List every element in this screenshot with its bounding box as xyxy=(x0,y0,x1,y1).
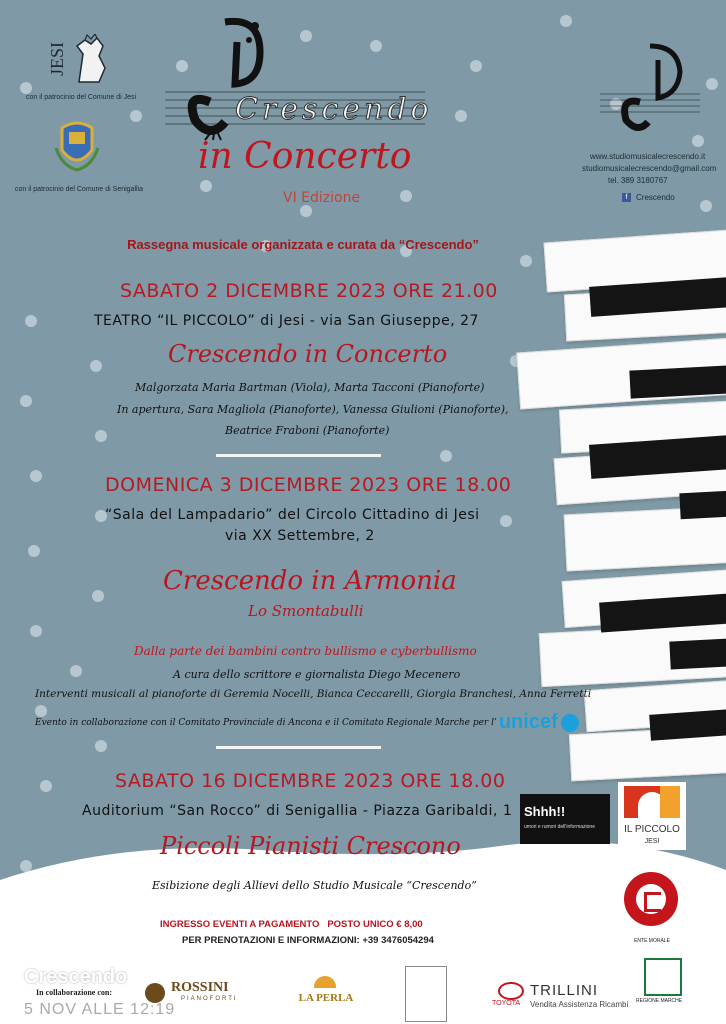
la-perla-sun-icon xyxy=(314,976,336,988)
il-piccolo-title: IL PICCOLO xyxy=(624,824,680,835)
event1-date: SABATO 2 DICEMBRE 2023 ORE 21.00 xyxy=(120,280,498,302)
sponsor-regione-marche xyxy=(636,958,683,1008)
shhh-sub: umori e rumori dell'informazione xyxy=(524,824,595,830)
senigallia-crest-icon xyxy=(52,118,102,172)
divider-2 xyxy=(216,746,381,749)
shhh-title: Shhh!! xyxy=(524,804,566,819)
event2-collab xyxy=(35,711,579,734)
crescendo-small-logo xyxy=(600,42,700,142)
event2-subtitle: Lo Smontabulli xyxy=(248,602,364,620)
jesi-logo xyxy=(45,34,115,89)
event1-line1: Malgorzata Maria Bartman (Viola), Marta Tacconi (Pianoforte) xyxy=(135,381,485,394)
sponsor-badge-logo xyxy=(405,966,447,1022)
crescendo-main-logo xyxy=(165,12,433,142)
facebook-link[interactable] xyxy=(622,193,675,202)
tickets-info: INGRESSO EVENTI A PAGAMENTO POSTO UNICO € 8,00 xyxy=(160,919,423,930)
sponsor-toyota xyxy=(492,982,526,1008)
event2-line2: Interventi musicali al pianoforte di Geremia Nocelli, Bianca Ceccarelli, Giorgia Branchesi, Anna Ferretti xyxy=(35,688,592,700)
event2-venue2: via XX Settembre, 2 xyxy=(225,528,375,544)
event3-venue: Auditorium “San Rocco” di Senigallia - Piazza Garibaldi, 1 xyxy=(82,803,513,819)
brand-wordmark: Crescendo xyxy=(235,92,433,127)
toyota-icon xyxy=(498,982,524,1000)
sponsor-trillini xyxy=(530,982,630,1012)
toyota-name: TOYOTA xyxy=(492,1000,521,1007)
rossini-sub: PIANOFORTI xyxy=(181,996,238,1002)
event1-line2: In apertura, Sara Magliola (Pianoforte), Vanessa Giulioni (Pianoforte), xyxy=(117,403,509,416)
regione-marche-name: REGIONE MARCHE xyxy=(636,998,683,1004)
trillini-name: TRILLINI xyxy=(530,982,599,999)
lion-icon xyxy=(69,34,113,86)
event2-venue: “Sala del Lampadario” del Circolo Cittadino di Jesi xyxy=(105,507,480,523)
il-piccolo-sub: JESI xyxy=(644,838,660,845)
booking-info: PER PRENOTAZIONI E INFORMAZIONI: +39 3476054294 xyxy=(182,935,434,946)
event2-line1: A cura dello scrittore e giornalista Diego Mecenero xyxy=(173,668,461,681)
event2-title: Crescendo in Armonia xyxy=(163,566,457,596)
event2-tagline: Dalla parte dei bambini contro bullismo e cyberbullismo xyxy=(134,644,477,658)
facebook-icon: f xyxy=(622,193,631,202)
circolo-sub: ENTE MORALE xyxy=(634,938,670,944)
event-title: in Concerto xyxy=(198,136,412,177)
la-perla-name: LA PERLA xyxy=(298,992,354,1004)
event3-line1: Esibizione degli Allievi dello Studio Musicale “Crescendo” xyxy=(152,879,477,892)
subtitle: Rassegna musicale organizzata e curata da “Crescendo” xyxy=(127,237,479,252)
contact-website[interactable]: www.studiomusicalecrescendo.it xyxy=(590,152,706,161)
event1-venue: TEATRO “IL PICCOLO” di Jesi - via San Giuseppe, 27 xyxy=(94,313,479,329)
collab-label: In collaborazione con: xyxy=(36,988,112,997)
unicef-globe-icon xyxy=(561,714,579,732)
edition-label: VI Edizione xyxy=(283,190,361,206)
watermark-time: 5 NOV ALLE 12:19 xyxy=(24,1001,176,1018)
contact-email[interactable]: studiomusicalecrescendo@gmail.com xyxy=(582,164,717,173)
regione-marche-icon xyxy=(644,958,682,996)
event1-line3: Beatrice Fraboni (Pianoforte) xyxy=(225,424,390,437)
divider-1 xyxy=(216,454,381,457)
jesi-logo-text: JESI xyxy=(47,42,67,77)
trillini-sub: Vendita Assistenza Ricambi xyxy=(530,1000,629,1009)
jesi-patronage: con il patrocinio del Comune di Jesi xyxy=(26,94,137,101)
unicef-logo: unicef xyxy=(498,711,558,733)
rossini-emblem-icon xyxy=(145,983,165,1003)
contact-phone: tel. 389 3180767 xyxy=(608,176,668,185)
event2-collab-text: Evento in collaborazione con il Comitato Provinciale di Ancona e il Comitato Regionale Marche per l’ xyxy=(35,717,497,728)
watermark-name: Crescendo xyxy=(24,966,128,988)
event1-title: Crescendo in Concerto xyxy=(168,340,448,368)
event3-date: SABATO 16 DICEMBRE 2023 ORE 18.00 xyxy=(115,770,506,792)
event3-title: Piccoli Pianisti Crescono xyxy=(160,832,461,860)
rossini-name: ROSSINI xyxy=(171,980,229,995)
senigallia-patronage: con il patrocinio del Comune di Senigallia xyxy=(15,186,144,193)
circolo-cittadino-logo xyxy=(622,872,682,948)
shhh-logo xyxy=(520,794,610,844)
il-piccolo-logo xyxy=(618,782,686,850)
sponsor-la-perla xyxy=(296,976,356,1012)
event2-date: DOMENICA 3 DICEMBRE 2023 ORE 18.00 xyxy=(105,474,512,496)
facebook-label: Crescendo xyxy=(636,193,675,202)
